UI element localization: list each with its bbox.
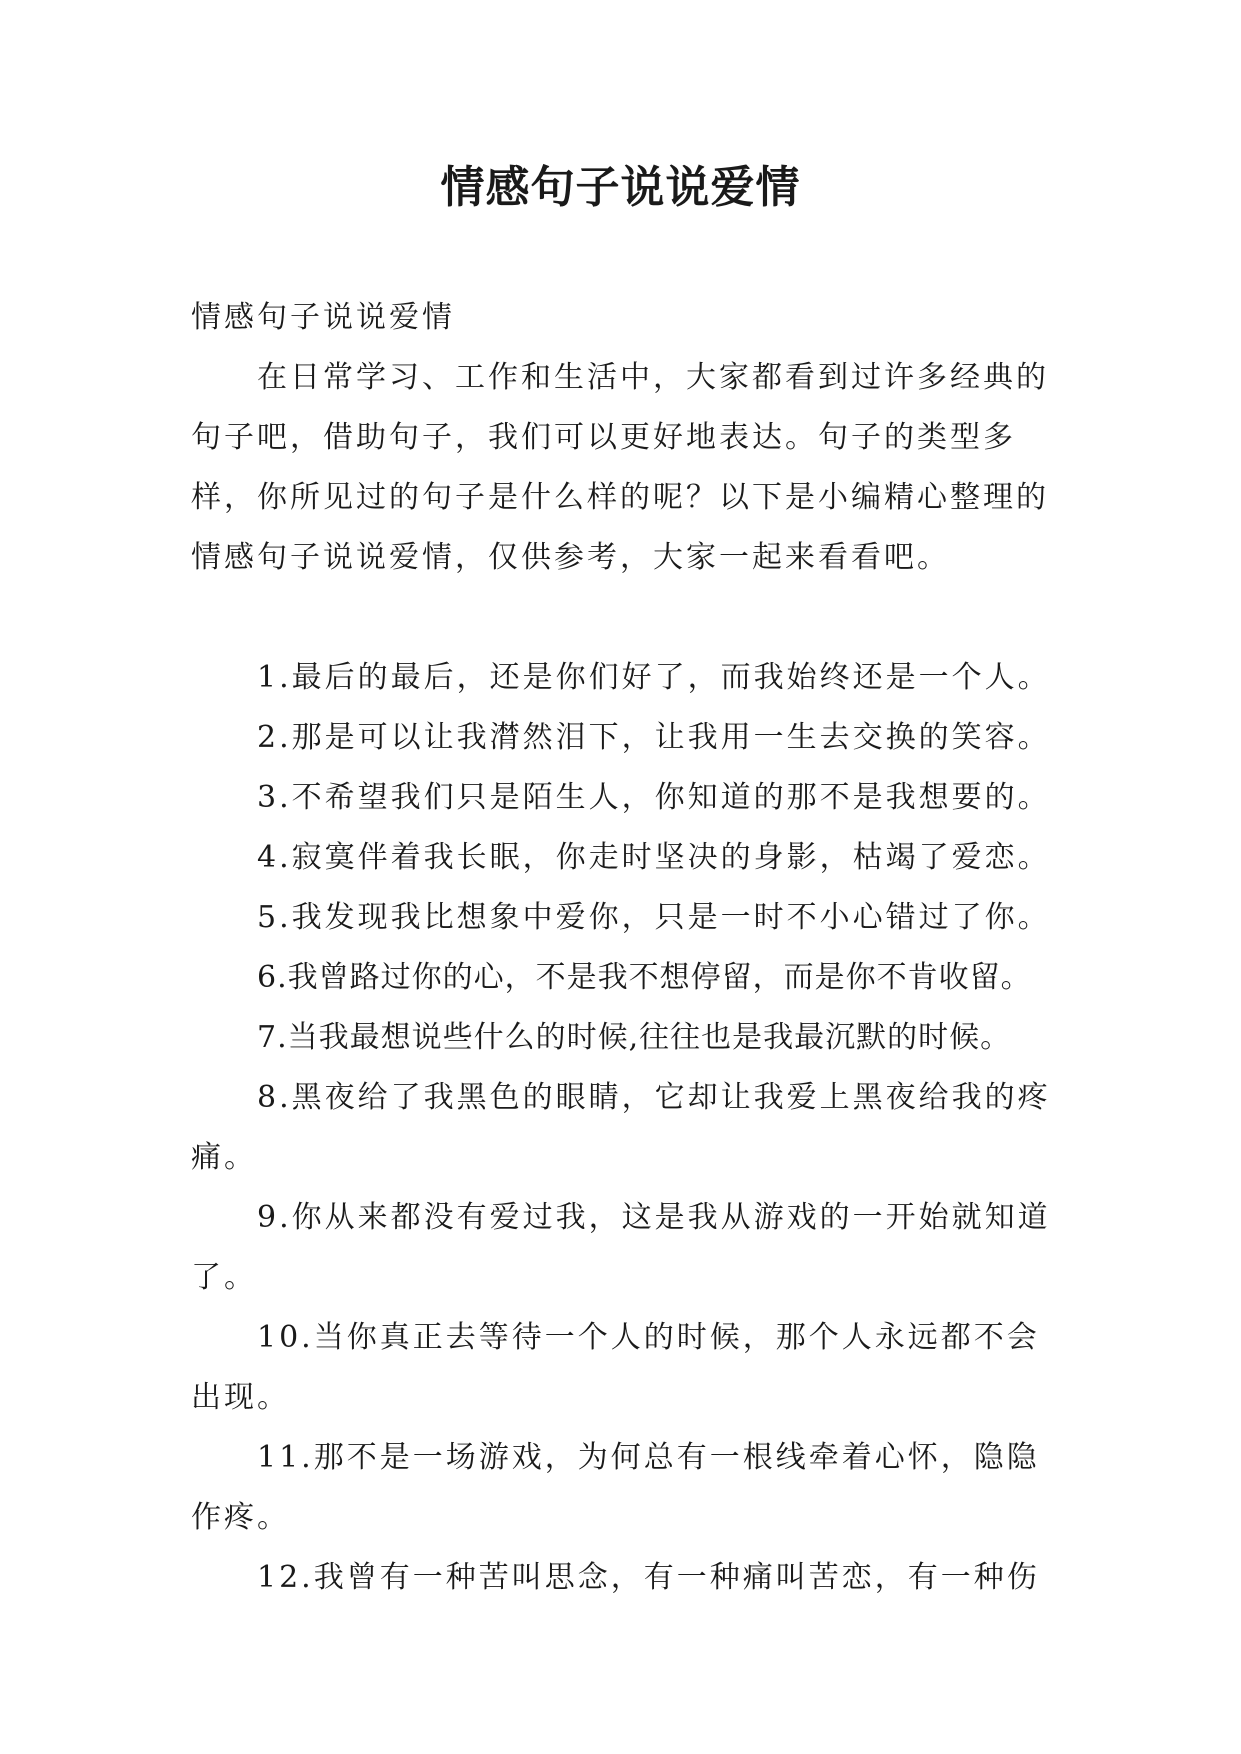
document-title: 情感句子说说爱情: [440, 162, 801, 213]
list-item: 4.寂寞伴着我长眠，你走时坚决的身影，枯竭了爱恋。: [257, 840, 1051, 875]
list-item: 9.你从来都没有爱过我，这是我从游戏的一开始就知道了。: [191, 1200, 1051, 1295]
list-item: 8.黑夜给了我黑色的眼睛，它却让我爱上黑夜给我的疼痛。: [191, 1080, 1051, 1175]
document-subtitle: 情感句子说说爱情: [191, 300, 455, 335]
list-item: 12.我曾有一种苦叫思念，有一种痛叫苦恋，有一种伤: [257, 1560, 1040, 1595]
list-item: 6.我曾路过你的心，不是我不想停留，而是你不肯收留。: [257, 960, 1032, 995]
intro-paragraph: 在日常学习、工作和生活中，大家都看到过许多经典的句子吧，借助句子，我们可以更好地表达。句子的类型多样，你所见过的句子是什么样的呢？以下是小编精心整理的情感句子说说爱情，仅供参考，大家一起来看看吧。: [191, 360, 1049, 575]
list-item: 10.当你真正去等待一个人的时候，那个人永远都不会出现。: [191, 1320, 1040, 1415]
list-item: 11.那不是一场游戏，为何总有一根线牵着心怀，隐隐作疼。: [191, 1440, 1040, 1535]
list-item: 1.最后的最后，还是你们好了，而我始终还是一个人。: [257, 660, 1051, 695]
paragraph-spacer: [191, 588, 1051, 648]
list-item: 5.我发现我比想象中爱你，只是一时不小心错过了你。: [257, 900, 1051, 935]
document-body: [191, 288, 1051, 1608]
list-item: 7.当我最想说些什么的时候,往往也是我最沉默的时候。: [257, 1020, 1012, 1055]
list-item: 2.那是可以让我潸然泪下，让我用一生去交换的笑容。: [257, 720, 1051, 755]
list-item: 3.不希望我们只是陌生人，你知道的那不是我想要的。: [257, 780, 1051, 815]
